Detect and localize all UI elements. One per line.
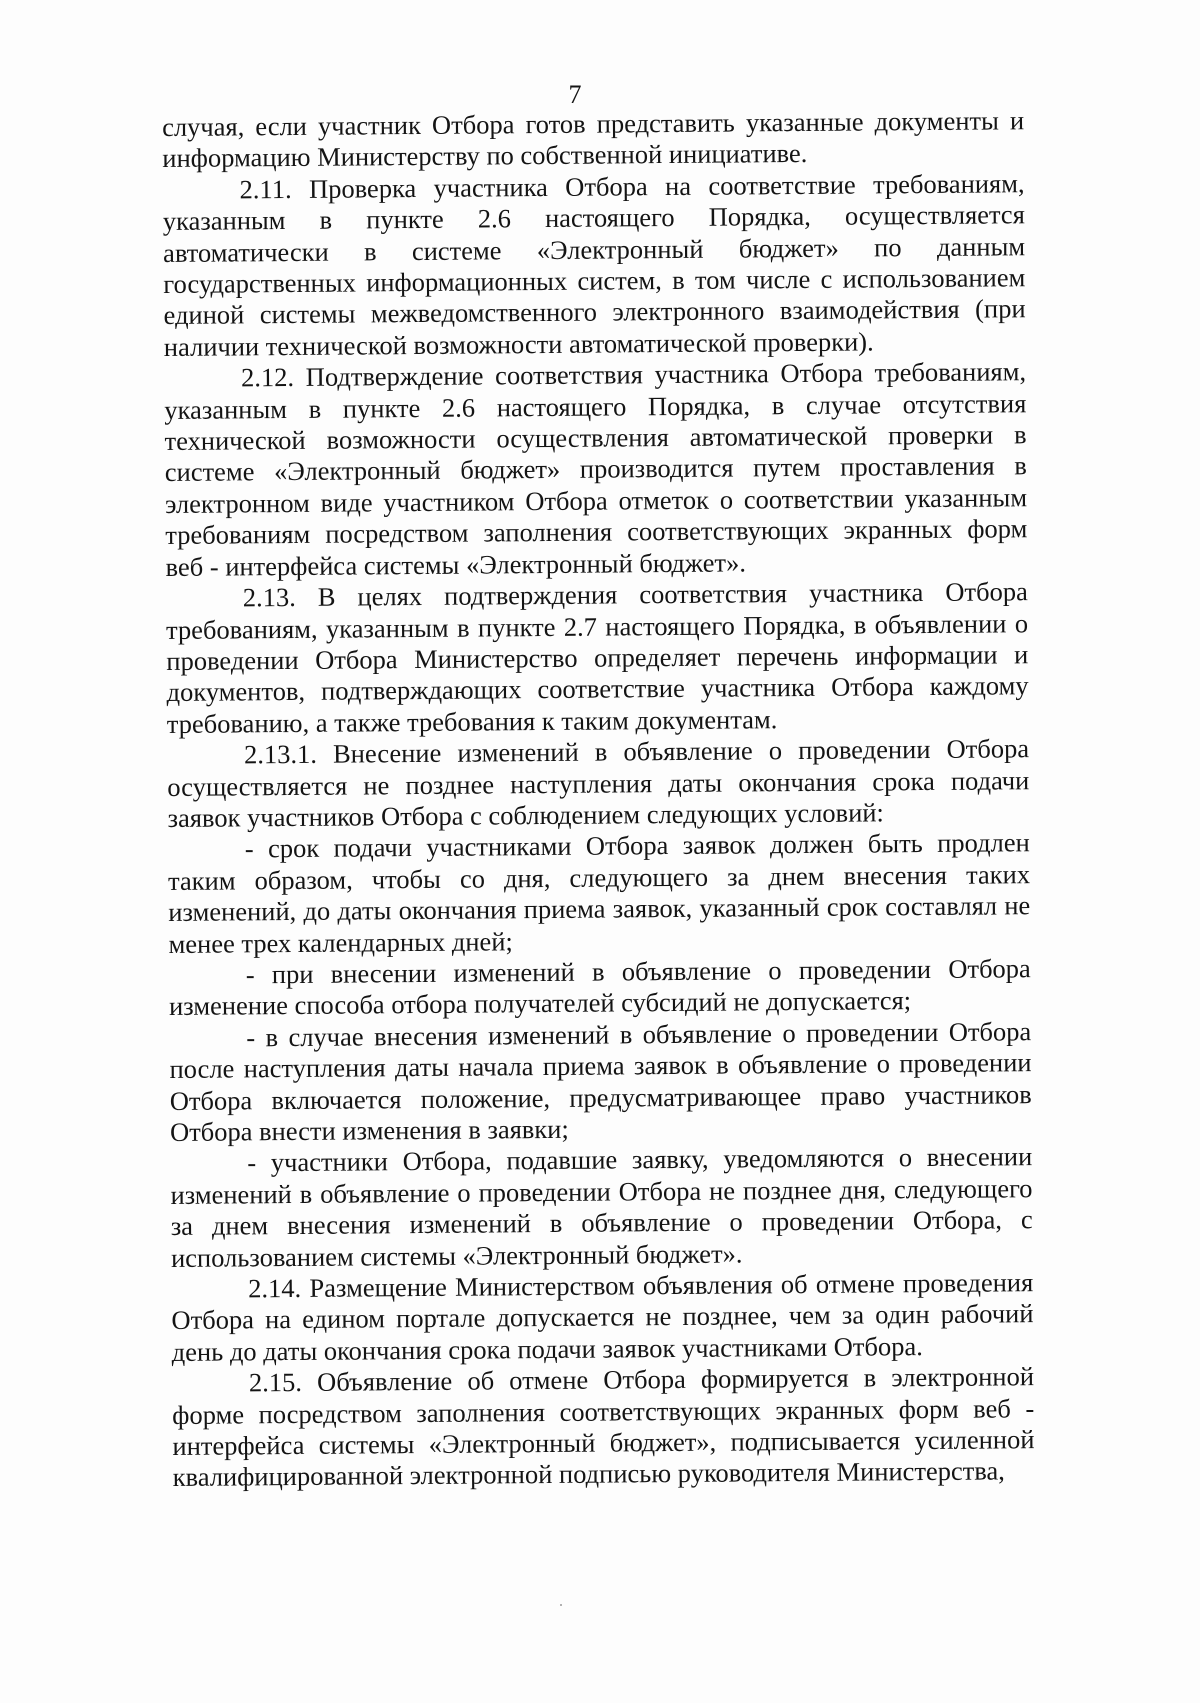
paragraph-2-12: 2.12. Подтверждение соответствия участника Отбора требованиям, указанным в пункте 2.6 настоящего Порядка, в случае отсутствия технической возможности осуществления автоматической проверки в системе «Электронный бюджет» производится путем проставления в электронном виде участником Отбора отметок о соответствии указанным требованиям посредством заполнения соответствующих экранных форм веб - интерфейса системы «Электронный бюджет».: [164, 356, 1028, 582]
paragraph-2-11: 2.11. Проверка участника Отбора на соответствие требованиям, указанным в пункте 2.6 настоящего Порядка, осуществляется автоматически в системе «Электронный бюджет» по данным государственных информационных систем, в том числе с использованием единой системы межведомственного электронного взаимодействия (при наличии технической возможности автоматической проверки).: [162, 168, 1026, 362]
document-body: [162, 105, 1035, 1494]
paragraph-2-13: 2.13. В целях подтверждения соответствия участника Отбора требованиям, указанным в пункте 2.7 настоящего Порядка, в объявлении о проведении Отбора Министерство определяет перечень информации и документов, подтверждающих соответствие участника Отбора каждому требованию, а также требования к таким документам.: [165, 576, 1029, 739]
list-item-deadline-extension: - срок подачи участниками Отбора заявок должен быть продлен таким образом, чтобы со дня, следующего за днем внесения таких изменений, до даты окончания приема заявок, указанный срок составлял не менее трех календарных дней;: [167, 827, 1031, 959]
paragraph-2-14: 2.14. Размещение Министерством объявления об отмене проведения Отбора на едином портале допускается не позднее, чем за один рабочий день до даты окончания срока подачи заявок участниками Отбора.: [171, 1267, 1034, 1367]
page-number: 7: [568, 80, 582, 109]
scan-speck: [560, 1604, 562, 1606]
list-item-participant-notification: - участники Отбора, подавшие заявку, уведомляются о внесении изменений в объявление о проведении Отбора не позднее дня, следующего за днем внесения изменений в объявление о проведении Отбора, с использованием системы «Электронный бюджет».: [170, 1141, 1033, 1273]
paragraph-2-13-1: 2.13.1. Внесение изменений в объявление о проведении Отбора осуществляется не позднее наступления даты окончания срока подачи заявок участников Отбора с соблюдением следующих условий:: [167, 733, 1030, 833]
paragraph-continuation: случая, если участник Отбора готов представить указанные документы и информацию Министерству по собственной инициативе.: [162, 105, 1025, 174]
list-item-selection-method: - при внесении изменений в объявление о проведении Отбора изменение способа отбора получателей субсидий не допускается;: [168, 953, 1031, 1022]
list-item-application-changes: - в случае внесения изменений в объявление о проведении Отбора после наступления даты начала приема заявок в объявление о проведении Отбора включается положение, предусматривающее право участников Отбора внести изменения в заявки;: [169, 1015, 1032, 1147]
paragraph-2-15: 2.15. Объявление об отмене Отбора формируется в электронной форме посредством заполнения соответствующих экранных форм веб - интерфейса системы «Электронный бюджет», подписывается усиленной квалифицированной электронной подписью руководителя Министерства,: [172, 1361, 1035, 1493]
